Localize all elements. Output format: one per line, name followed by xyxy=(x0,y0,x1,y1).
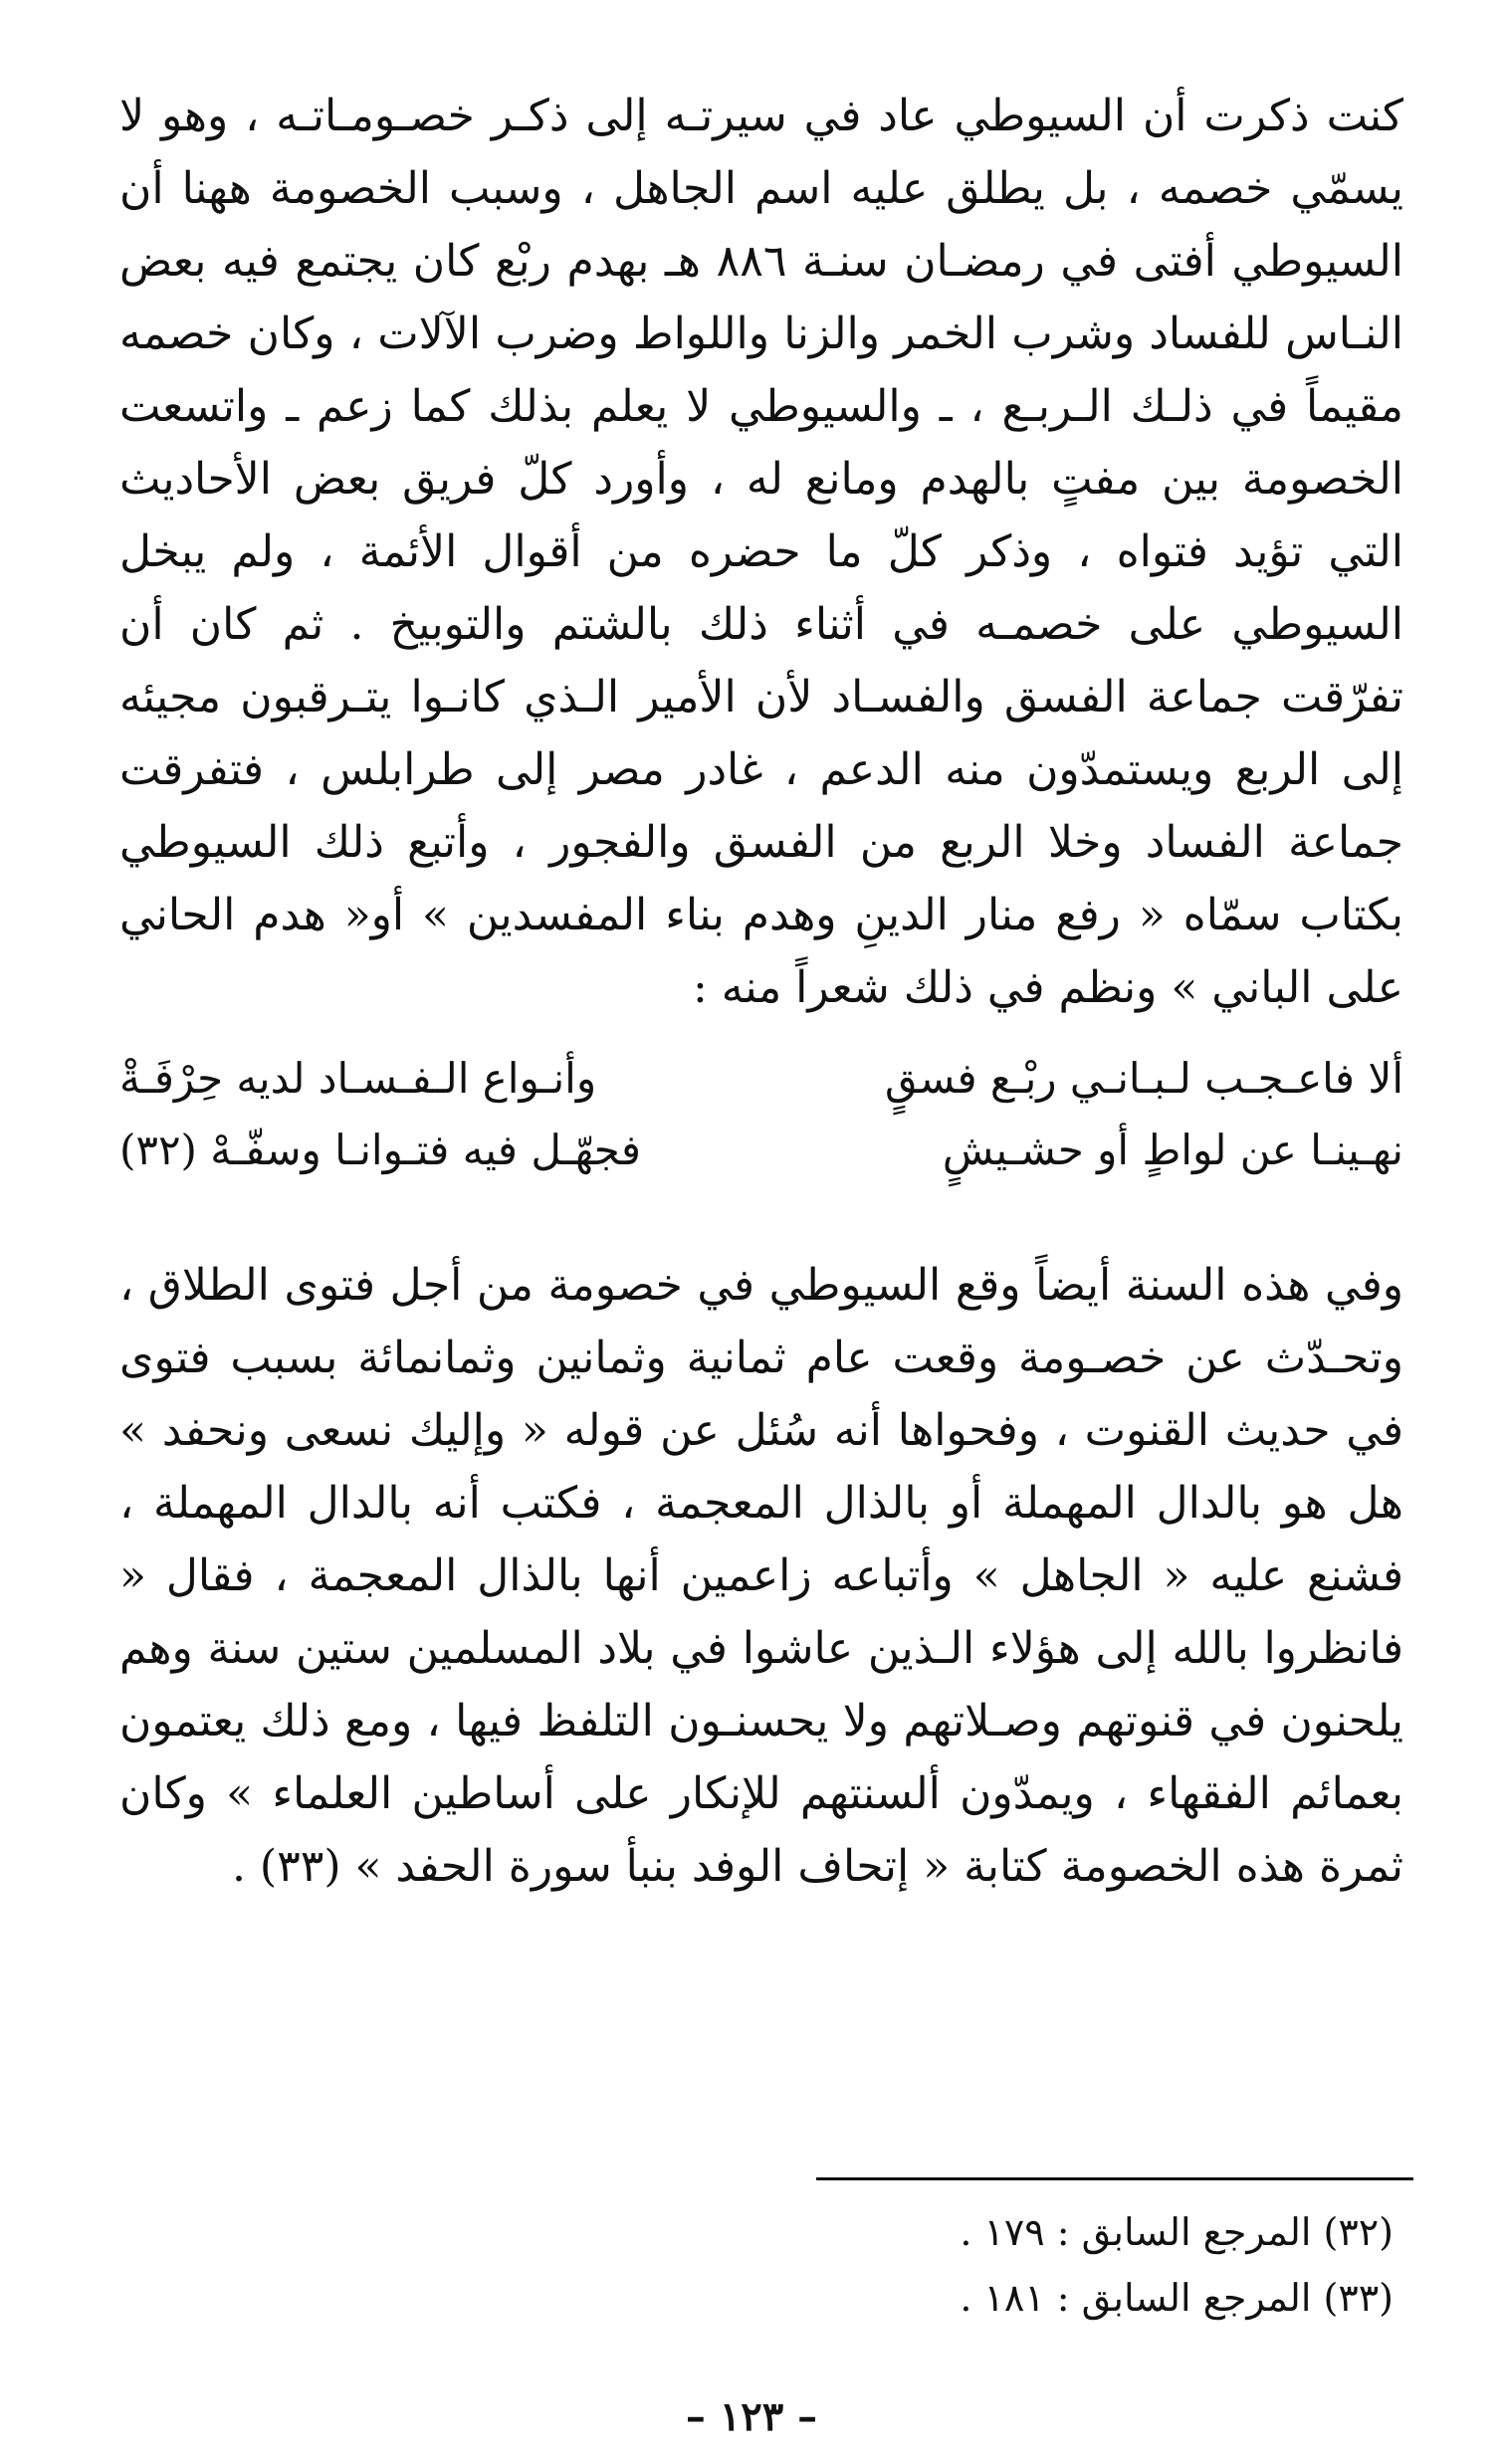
poem-verse-2 xyxy=(119,1115,1403,1186)
poem-block xyxy=(119,1043,1403,1186)
footnote-32: (٣٢) المرجع السابق : ١٧٩ . xyxy=(960,2210,1394,2254)
poem-verse-2-second-hemistich: فجهّـل فيه فتـوانـا وسفّـهْ (٣٢) xyxy=(119,1126,641,1174)
poem-verse-2-first-hemistich: نهـينـا عن لواطٍ أو حشـيشٍ xyxy=(942,1126,1403,1174)
poem-verse-1-first-hemistich: ألا فاعـجـب لـبـانـي ربْـع فسقٍ xyxy=(884,1054,1403,1103)
footnote-33: (٣٣) المرجع السابق : ١٨١ . xyxy=(960,2276,1394,2320)
poem-verse-1-second-hemistich: وأنـواع الـفـسـاد لديه حِرْفَـةْ xyxy=(119,1054,597,1103)
body-paragraph-2: وفي هذه السنة أيضاً وقع السيوطي في خصومة من أجل فتوى الطلاق ، وتحـدّث عن خصـومة وقعت عام ثمانية وثمانين وثمانمائة بسبب فتوى في حديث القنوت ، وفحواها أنه سُئل عن قوله « وإليك نسعى ونحفد » هل هو بالدال المهملة أو بالذال المعجمة ، فكتب أنه بالدال المهملة ، فشنع عليه « الجاهل » وأتباعه زاعمين أنها بالذال المعجمة ، فقال « فانظروا بالله إلى هؤلاء الـذين عاشوا في بلاد المسلمين ستين سنة وهم يلحنون في قنوتهم وصـلاتهم ولا يحسنـون التلفظ فيها ، ومع ذلك يعتمون بعمائم الفقهاء ، ويمدّون ألسنتهم للإنكار على أساطين العلماء » وكان ثمرة هذه الخصومة كتابة « إتحاف الوفد بنبأ سورة الحفد » (٣٣) . xyxy=(119,1260,1403,1892)
footnotes xyxy=(816,2199,1394,2331)
poem-verse-1 xyxy=(119,1043,1403,1115)
footnote-separator xyxy=(816,2177,1413,2180)
body-paragraph-1: كنت ذكرت أن السيوطي عاد في سيرتـه إلى ذكـر خصـومـاتـه ، وهو لا يسمّي خصمه ، بل يطلق عليه اسم الجاهل ، وسبب الخصومة ههنا أن السيوطي أفتى في رمضـان سنـة ٨٨٦ هـ بهدم ربْع كان يجتمع فيه بعض النـاس للفساد وشرب الخمر والزنا واللواط وضرب الآلات ، وكان خصمه مقيماً في ذلـك الـربـع ، ـ والسيوطي لا يعلم بذلك كما زعم ـ واتسعت الخصومة بين مفتٍ بالهدم ومانع له ، وأورد كلّ فريق بعض الأحاديث التي تؤيد فتواه ، وذكر كلّ ما حضره من أقوال الأئمة ، ولم يبخل السيوطي على خصمـه في أثناء ذلك بالشتم والتوبيخ . ثم كان أن تفرّقت جماعة الفسق والفسـاد لأن الأمير الـذي كانـوا يتـرقبون مجيئه إلى الربع ويستمدّون منه الدعم ، غادر مصر إلى طرابلس ، فتفرقت جماعة الفساد وخلا الربع من الفسق والفجور ، وأتبع ذلك السيوطي بكتاب سمّاه « رفع منار الدينِ وهدم بناء المفسدين » أو« هدم الحاني على الباني » ونظم في ذلك شعراً منه : xyxy=(119,91,1404,1013)
page-number: – ١٢٣ – xyxy=(685,2393,818,2440)
